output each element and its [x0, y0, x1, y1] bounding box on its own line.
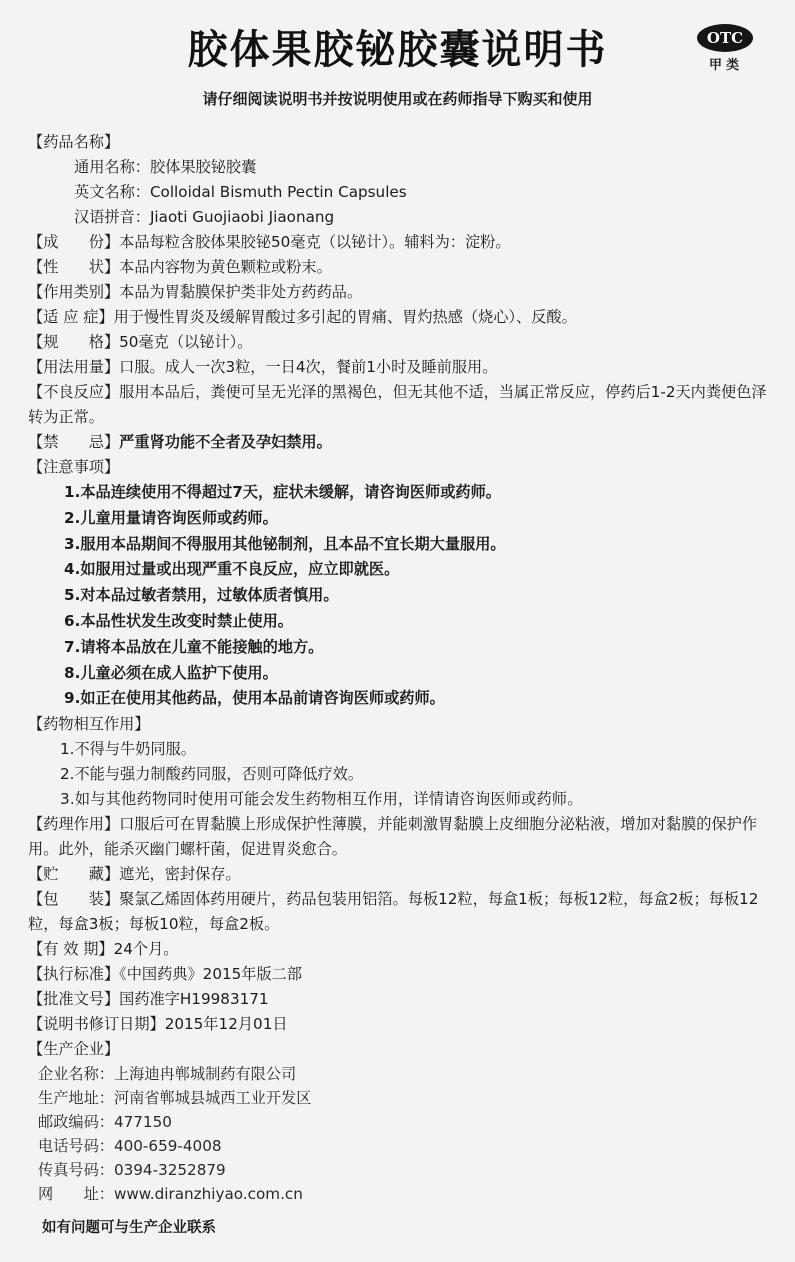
- drug-name-heading: 【药品名称】: [28, 133, 120, 151]
- precaution-item: 6.本品性状发生改变时禁止使用。: [64, 611, 293, 630]
- interactions-heading: 【药物相互作用】: [28, 715, 150, 734]
- section-label: 【批准文号】: [28, 990, 120, 1009]
- leaflet-title: 胶体果胶铋胶囊说明书: [187, 26, 608, 73]
- section-text: 本品内容物为黄色颗粒或粉末。: [119, 258, 332, 276]
- section-text: 遮光，密封保存。: [119, 865, 241, 884]
- pinyin-name: 汉语拼音：Jiaoti Guojiaobi Jiaonang: [74, 208, 335, 226]
- section-text: 口服后可在胃黏膜上形成保护性薄膜，并能刺激胃黏膜上皮细胞分泌粘液，增加对黏膜的保护作用。此外，能杀灭幽门螺杆菌，促进胃炎愈合。: [28, 815, 757, 859]
- section-text: 《中国药典》2015年版二部: [119, 965, 303, 984]
- section-label: 【作用类别】: [28, 283, 120, 301]
- otc-class-label: 甲类: [708, 58, 743, 73]
- section-text: 本品每粒含胶体果胶铋50毫克（以铋计）。辅料为：淀粉。: [119, 233, 511, 251]
- section-text: 严重肾功能不全者及孕妇禁用。: [119, 433, 332, 451]
- section-text: 服用本品后，粪便可呈无光泽的黑褐色，但无其他不适，当属正常反应，停药后1-2天内粪便色泽转为正常。: [28, 383, 767, 426]
- section-label: 【不良反应】: [28, 383, 120, 401]
- reading-instruction: 请仔细阅读说明书并按说明使用或在药师指导下购买和使用: [202, 90, 593, 108]
- company-website: 网 址：www.diranzhiyao.com.cn: [38, 1185, 303, 1204]
- section-approval-number: [28, 987, 768, 1012]
- section-label: 【执行标准】: [28, 965, 120, 984]
- otc-oval-logo: OTC: [697, 24, 753, 52]
- precaution-item: 2.儿童用量请咨询医师或药师。: [64, 508, 278, 527]
- company-address: 生产地址：河南省郸城县城西工业开发区: [38, 1089, 312, 1108]
- section-text: 用于慢性胃炎及缓解胃酸过多引起的胃痛、胃灼热感（烧心）、反酸。: [113, 308, 577, 326]
- section-label: 【成 份】: [28, 233, 120, 251]
- precaution-item: 4.如服用过量或出现严重不良反应，应立即就医。: [64, 560, 400, 579]
- section-adverse-reactions: [28, 380, 768, 430]
- section-category: [28, 280, 768, 305]
- section-label: 【性 状】: [28, 258, 120, 276]
- interaction-item: 3.如与其他药物同时使用可能会发生药物相互作用，详情请咨询医师或药师。: [60, 790, 583, 809]
- interaction-item: 2.不能与强力制酸药同服，否则可降低疗效。: [60, 765, 364, 784]
- section-pharmacology: [28, 812, 768, 862]
- manufacturer-heading: 【生产企业】: [28, 1040, 120, 1059]
- precautions-heading: 【注意事项】: [28, 458, 120, 476]
- section-packaging: [28, 887, 768, 937]
- precaution-item: 5.对本品过敏者禁用，过敏体质者慎用。: [64, 586, 339, 605]
- generic-name: 通用名称：胶体果胶铋胶囊: [74, 158, 257, 176]
- precaution-item: 7.请将本品放在儿童不能接触的地方。: [64, 637, 324, 656]
- section-label: 【有 效 期】: [28, 940, 114, 959]
- interaction-item: 1.不得与牛奶同服。: [60, 740, 196, 759]
- section-text: 24个月。: [113, 940, 179, 959]
- precaution-item: 1.本品连续使用不得超过7天，症状未缓解，请咨询医师或药师。: [64, 483, 501, 501]
- section-revision-date: [28, 1012, 768, 1037]
- company-fax: 传真号码：0394-3252879: [38, 1161, 226, 1180]
- leaflet-body: [28, 130, 768, 1206]
- company-phone: 电话号码：400-659-4008: [38, 1137, 222, 1156]
- section-shelf-life: [28, 937, 768, 962]
- contact-footer: 如有问题可与生产企业联系: [42, 1220, 216, 1236]
- section-label: 【药理作用】: [28, 815, 120, 834]
- section-label: 【说明书修订日期】: [28, 1015, 165, 1034]
- section-appearance: [28, 255, 768, 280]
- section-indications: [28, 305, 768, 330]
- company-name: 企业名称：上海迪冉郸城制药有限公司: [38, 1065, 297, 1084]
- section-text: 50毫克（以铋计）。: [119, 333, 253, 351]
- section-label: 【贮 藏】: [28, 865, 120, 884]
- section-label: 【禁 忌】: [28, 433, 120, 451]
- section-contraindications: [28, 430, 768, 455]
- section-label: 【适 应 症】: [28, 308, 114, 326]
- section-text: 2015年12月01日: [164, 1015, 288, 1034]
- precaution-item: 3.服用本品期间不得服用其他铋制剂，且本品不宜长期大量服用。: [64, 534, 506, 553]
- section-dosage: [28, 355, 768, 380]
- section-label: 【包 装】: [28, 890, 120, 909]
- section-label: 【用法用量】: [28, 358, 120, 376]
- otc-badge: [697, 24, 755, 73]
- english-name: 英文名称：Colloidal Bismuth Pectin Capsules: [74, 183, 407, 201]
- section-text: 口服。成人一次3粒，一日4次，餐前1小时及睡前服用。: [119, 358, 498, 376]
- precaution-item: 8.儿童必须在成人监护下使用。: [64, 663, 278, 682]
- section-label: 【规 格】: [28, 333, 120, 351]
- section-storage: [28, 862, 768, 887]
- company-postcode: 邮政编码：477150: [38, 1113, 172, 1132]
- section-text: 聚氯乙烯固体药用硬片，药品包装用铝箔。每板12粒，每盒1板；每板12粒，每盒2板；每板12粒，每盒3板；每板10粒，每盒2板。: [28, 890, 759, 934]
- section-standard: [28, 962, 768, 987]
- section-specification: [28, 330, 768, 355]
- manufacturer-info: [28, 1062, 768, 1206]
- section-ingredients: [28, 230, 768, 255]
- section-text: 国药准字H19983171: [119, 990, 269, 1009]
- section-text: 本品为胃黏膜保护类非处方药药品。: [119, 283, 363, 301]
- precaution-item: 9.如正在使用其他药品，使用本品前请咨询医师或药师。: [64, 689, 445, 708]
